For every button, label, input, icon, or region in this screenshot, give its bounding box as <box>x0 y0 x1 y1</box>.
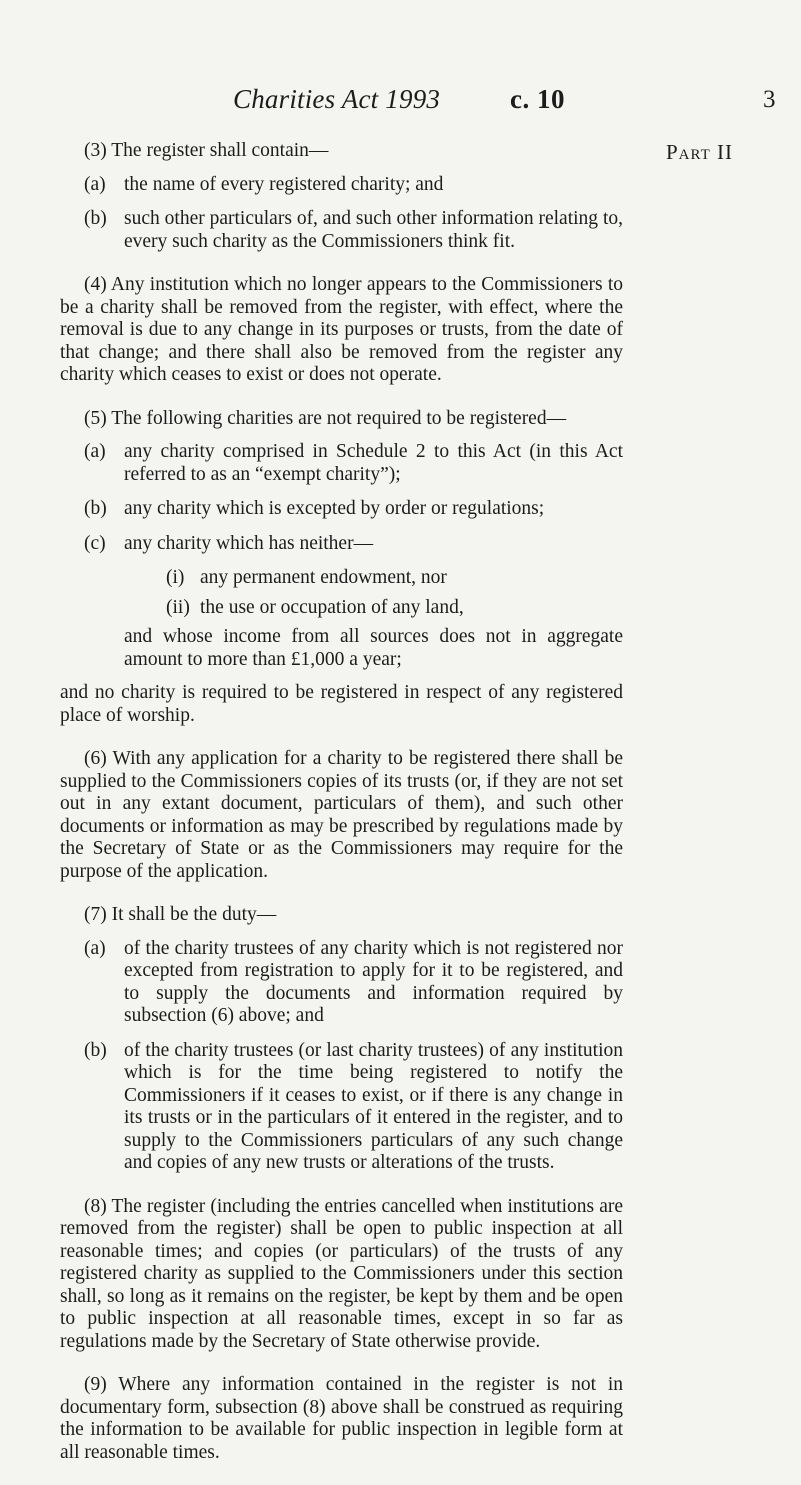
subsection-5-c-continuation: and whose income from all sources does not in aggregate amount to more than £1,000 a year; <box>124 626 623 670</box>
item-label: (a) <box>84 937 106 959</box>
subsection-5-c-i <box>166 567 623 590</box>
item-text: the name of every registered charity; and <box>124 173 444 195</box>
subsection-6: (6) With any application for a charity to be registered there shall be supplied to the Commissioners copies of its trusts (or, if they are not set out in any extant document, particulars of them), and such other documents or information as may be prescribed by regulations made by the Secretary of State or as the Commissioners may require for the purpose of the application. <box>60 748 623 882</box>
item-text: of the charity trustees (or last charity trustees) of any institution which is for the time being registered to notify the Commissioners if it ceases to exist, or if there is any change in its trusts or in the particulars of it entered in the register, and to supply to the Commissioners particulars of any such change and copies of any new trusts or alterations of the trusts. <box>124 1039 623 1173</box>
chapter-number: c. 10 <box>510 84 565 114</box>
item-label: (b) <box>84 1039 107 1061</box>
subsection-7: (7) It shall be the duty— <box>84 904 277 925</box>
subsection-5-a <box>84 441 623 486</box>
item-text: any charity which has neither— <box>124 532 374 554</box>
item-text: any permanent endowment, nor <box>200 567 447 588</box>
subsection-8: (8) The register (including the entries cancelled when institutions are removed from the register) shall be open to public inspection at all reasonable times; and copies (or particulars) of the trusts of any registered charity as supplied to the Commissioners under this section shall, so long as it remains on the register, be kept by them and be open to public inspection at all reasonable times, except in so far as regulations made by the Secretary of State otherwise provide. <box>60 1195 623 1352</box>
item-label: (ii) <box>166 596 190 618</box>
item-text: the use or occupation of any land, <box>200 596 464 618</box>
item-label: (c) <box>84 532 106 554</box>
subsection-9: (9) Where any information contained in the register is not in documentary form, subsection (8) above shall be construed as requiring the information to be available for public inspection in legible form at all reasonable times. <box>60 1374 623 1463</box>
subsection-3-a <box>84 174 623 197</box>
subsection-7-a <box>84 938 623 1028</box>
subsection-7-b <box>84 1040 623 1175</box>
subsection-5-c <box>84 533 623 556</box>
item-text: any charity comprised in Schedule 2 to this Act (in this Act referred to as an “exempt charity”); <box>124 441 623 485</box>
item-label: (b) <box>84 208 107 229</box>
item-label: (a) <box>84 441 106 462</box>
running-header <box>0 80 801 120</box>
subsection-3: (3) The register shall contain— <box>84 140 329 161</box>
item-label: (b) <box>84 498 107 519</box>
subsection-5-c-ii <box>166 597 623 620</box>
section-body <box>60 140 623 1485</box>
subsection-4: (4) Any institution which no longer appears to the Commissioners to be a charity shall be removed from the register, with effect, where the removal is due to any change in its purposes or trusts, from the date of that change; and there shall also be removed from the register any charity which ceases to exist or does not operate. <box>60 274 623 385</box>
item-label: (a) <box>84 173 106 195</box>
margin-part-label: Part II <box>666 140 734 164</box>
subsection-3-b <box>84 208 623 253</box>
subsection-5-tail: and no charity is required to be registered in respect of any registered place of worship. <box>60 682 623 726</box>
page-number: 3 <box>763 86 776 113</box>
running-title: Charities Act 1993 <box>233 84 441 114</box>
subsection-5: (5) The following charities are not required to be registered— <box>84 407 567 429</box>
item-text: of the charity trustees of any charity which is not registered nor excepted from registration to apply for it to be registered, and to supply the documents and information required by subsection (6) above; and <box>124 937 623 1026</box>
item-label: (i) <box>166 567 185 588</box>
subsection-5-b <box>84 498 623 521</box>
item-text: any charity which is excepted by order or regulations; <box>124 498 545 519</box>
item-text: such other particulars of, and such other information relating to, every such charity as the Commissioners think fit. <box>124 208 623 252</box>
